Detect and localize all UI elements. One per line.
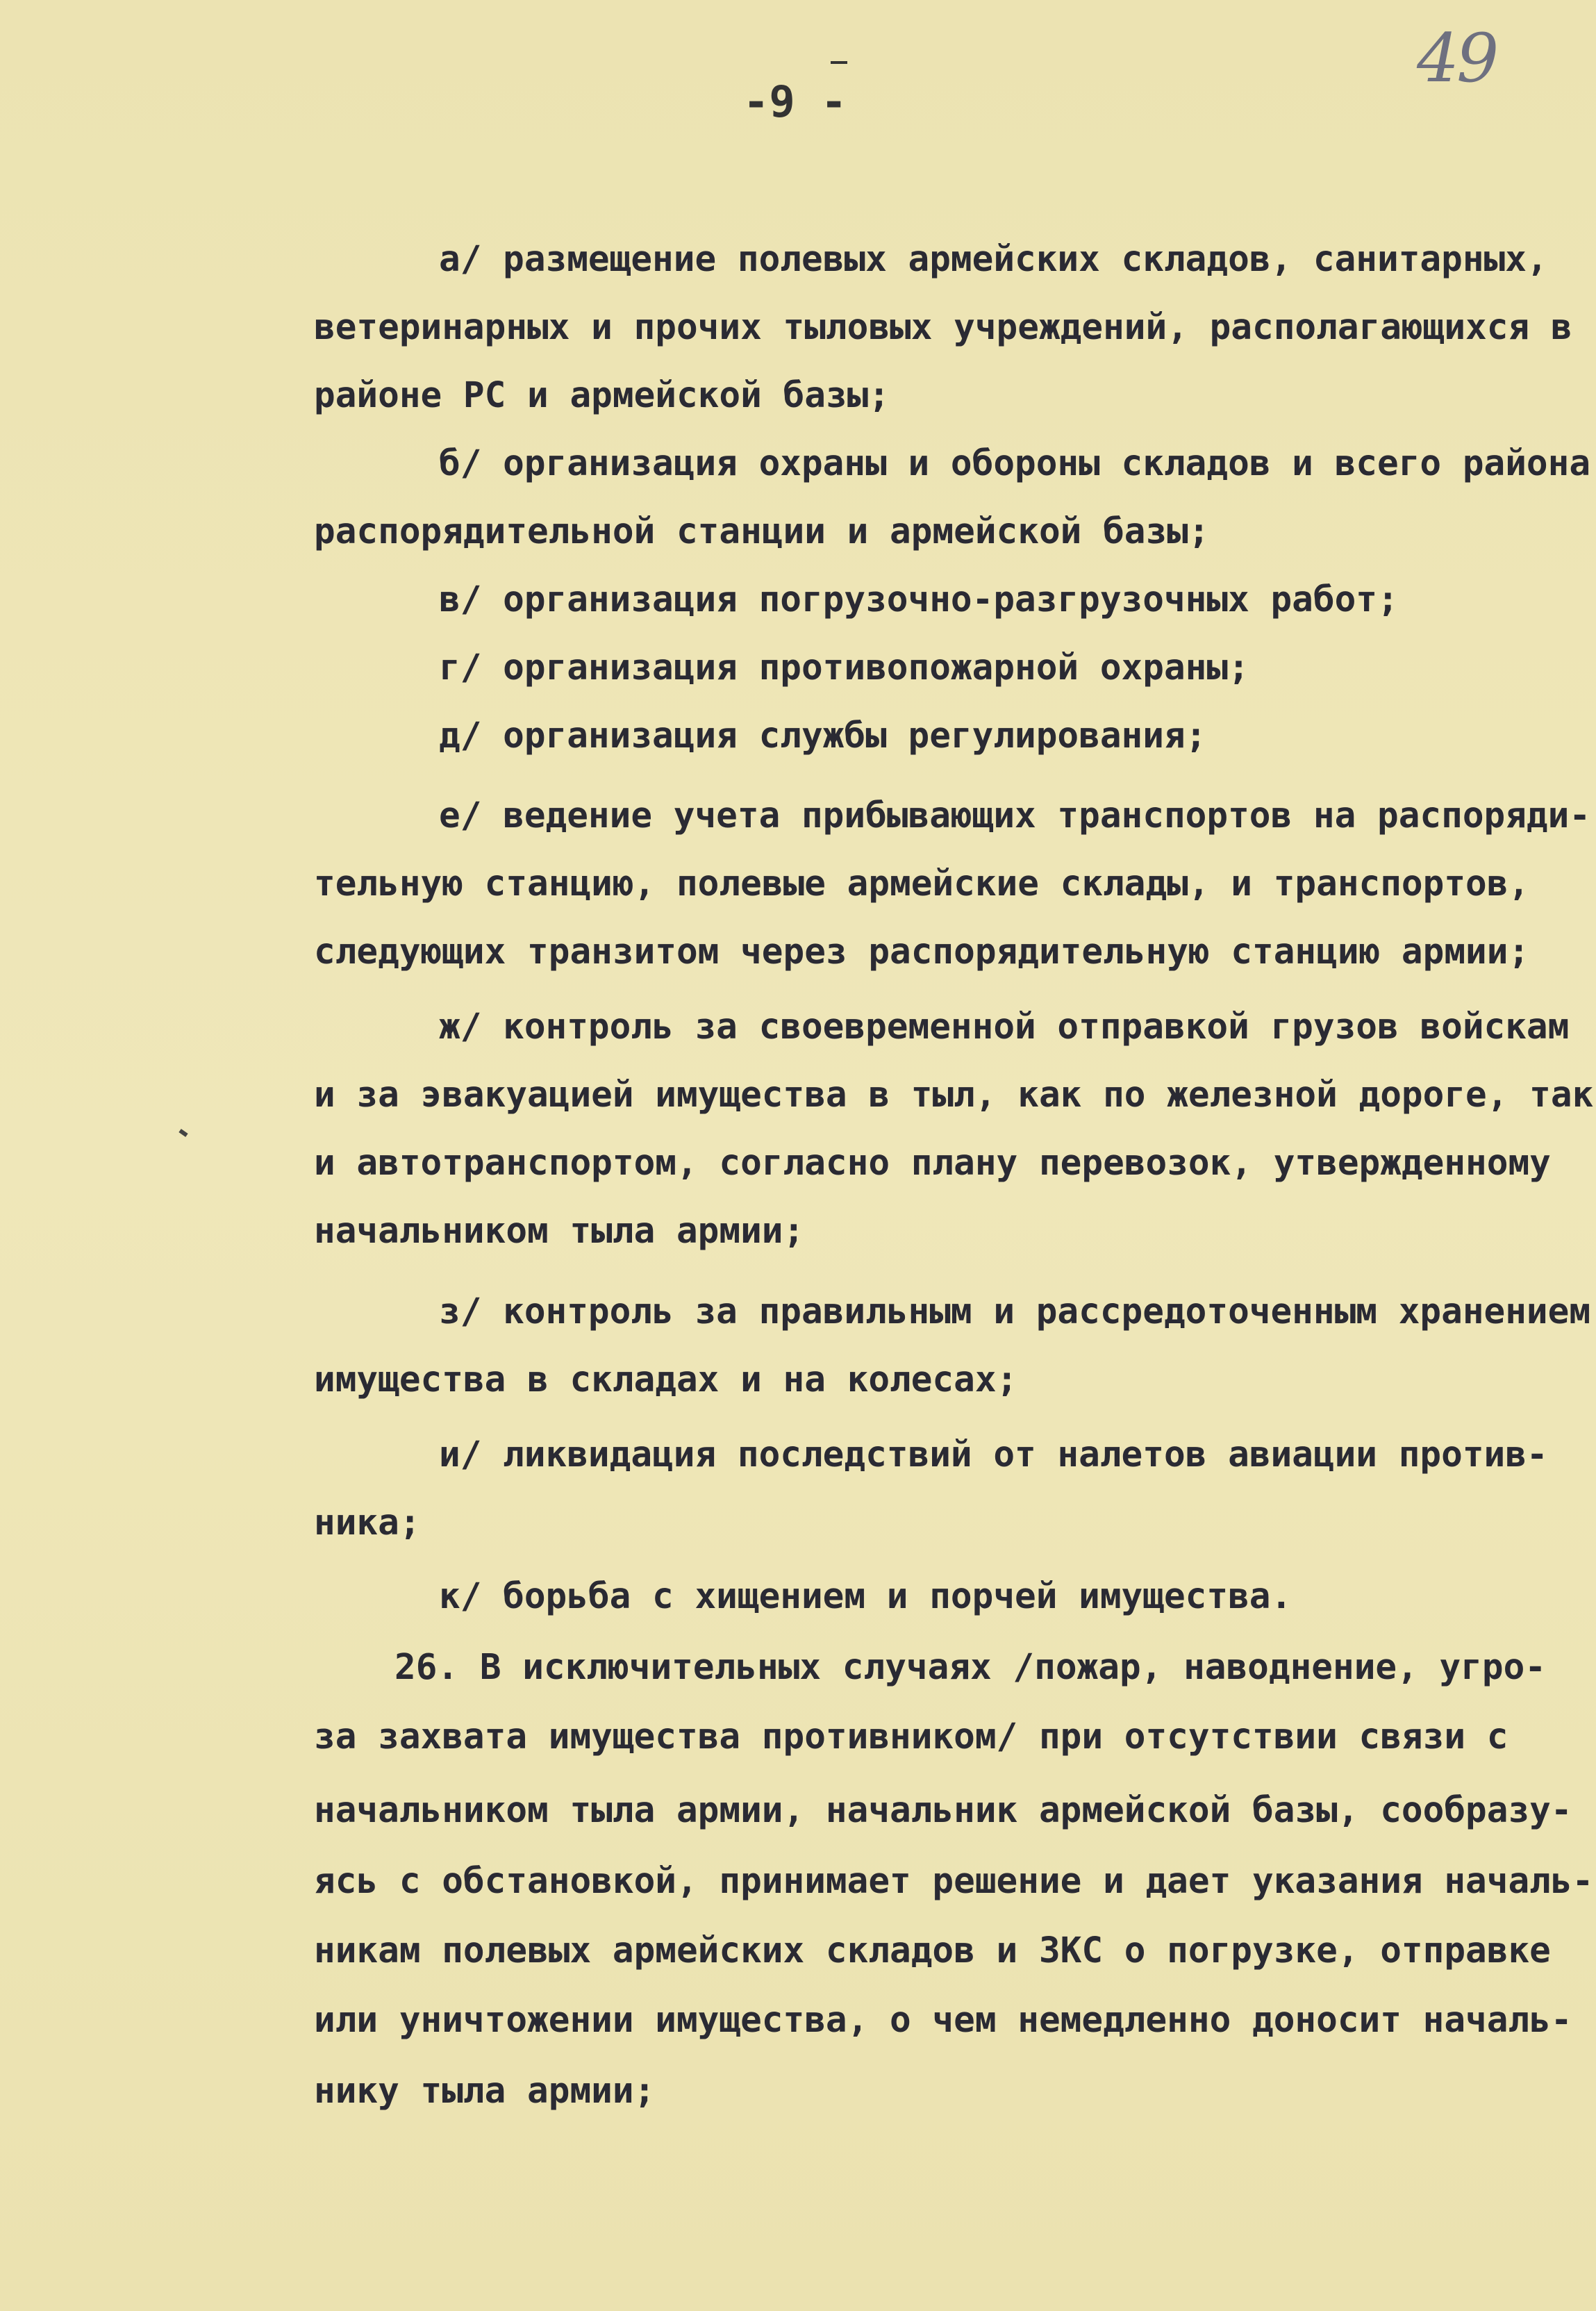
text-line: ж/ контроль за своевременной отправкой грузов войскам	[439, 1007, 1570, 1047]
page-number: -9 -	[743, 76, 847, 127]
text-line: г/ организация противопожарной охраны;	[439, 647, 1249, 688]
text-line: б/ организация охраны и обороны складов и всего района	[439, 443, 1591, 484]
text-line: следующих транзитом через распорядительную станцию армии;	[314, 931, 1530, 972]
text-line: ясь с обстановкой, принимает решение и дает указания началь-	[314, 1861, 1594, 1902]
text-line: начальником тыла армии, начальник армейской базы, сообразу-	[314, 1790, 1572, 1831]
text-line: ника;	[314, 1502, 421, 1543]
margin-mark	[178, 1129, 188, 1137]
text-line: и за эвакуацией имущества в тыл, как по железной дороге, так	[314, 1075, 1594, 1116]
text-line: никам полевых армейских складов и ЗКС о погрузке, отправке	[314, 1930, 1551, 1971]
text-line: а/ размещение полевых армейских складов, санитарных,	[439, 239, 1548, 280]
text-line: распорядительной станции и армейской базы;	[314, 511, 1210, 552]
text-line: начальником тыла армии;	[314, 1211, 805, 1252]
text-line: имущества в складах и на колесах;	[314, 1359, 1018, 1400]
text-line: и автотранспортом, согласно плану перевозок, утвержденному	[314, 1143, 1551, 1184]
text-line: 26. В исключительных случаях /пожар, наводнение, угро-	[394, 1647, 1547, 1688]
text-line: е/ ведение учета прибывающих транспортов на распоряди-	[439, 795, 1591, 836]
text-line: в/ организация погрузочно-разгрузочных работ;	[439, 579, 1399, 620]
text-line: или уничтожении имущества, о чем немедленно доносит началь-	[314, 2000, 1572, 2041]
text-line: ветеринарных и прочих тыловых учреждений, располагающихся в	[314, 307, 1572, 348]
text-line: д/ организация службы регулирования;	[439, 715, 1207, 756]
text-line: з/ контроль за правильным и рассредоточенным хранением	[439, 1291, 1591, 1332]
text-line: тельную станцию, полевые армейские склады, и транспортов,	[314, 863, 1530, 904]
text-line: к/ борьба с хищением и порчей имущества.	[439, 1576, 1292, 1617]
page-number-mark	[831, 61, 847, 64]
text-line: нику тыла армии;	[314, 2071, 656, 2112]
text-line: районе РС и армейской базы;	[314, 375, 890, 416]
archive-page-number: 49	[1417, 19, 1497, 97]
text-line: и/ ликвидация последствий от налетов авиации против-	[439, 1434, 1548, 1475]
text-line: за захвата имущества противником/ при отсутствии связи с	[314, 1716, 1508, 1757]
